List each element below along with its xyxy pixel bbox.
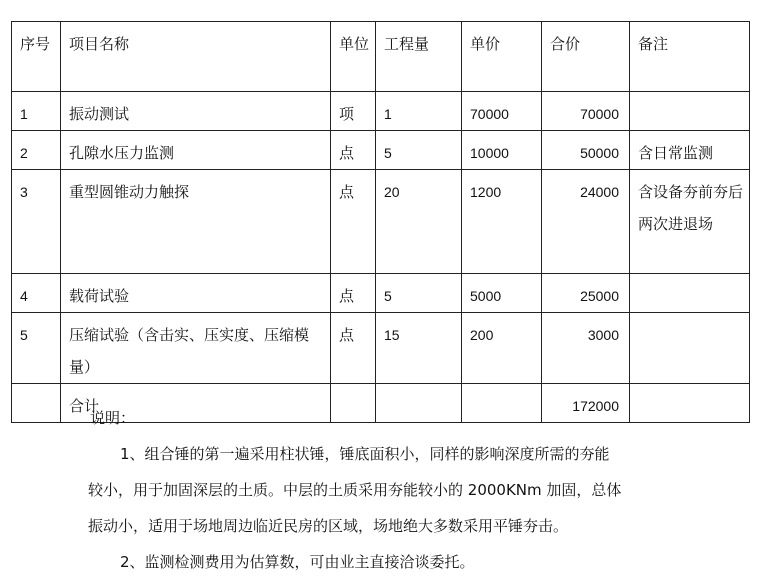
cell-remark: 含设备夯前夯后两次进退场	[630, 170, 750, 274]
header-name: 项目名称	[61, 22, 331, 92]
header-price: 单价	[462, 22, 542, 92]
cell-name: 孔隙水压力监测	[61, 131, 331, 170]
cell-qty: 5	[376, 274, 462, 313]
cell-remark	[630, 274, 750, 313]
cell-remark	[630, 313, 750, 384]
cell-seq: 2	[12, 131, 61, 170]
table-row	[12, 92, 750, 131]
table-row	[12, 313, 750, 384]
header-seq: 序号	[12, 22, 61, 92]
note-1-line-2: 较小，用于加固深层的土质。中层的土质采用夯能较小的 2000KNm 加固，总体	[88, 481, 622, 499]
cell-unit: 点	[331, 274, 376, 313]
cell-remark	[630, 92, 750, 131]
note-2: 2、监测检测费用为估算数，可由业主直接洽谈委托。	[120, 553, 475, 571]
cell-total: 50000	[542, 131, 630, 170]
cell-total: 3000	[542, 313, 630, 384]
sum-total: 172000	[542, 384, 630, 423]
table-row	[12, 274, 750, 313]
cell-seq: 3	[12, 170, 61, 274]
cell-name: 载荷试验	[61, 274, 331, 313]
cell-price: 1200	[462, 170, 542, 274]
header-qty: 工程量	[376, 22, 462, 92]
table-header-row	[12, 22, 750, 92]
cell-unit: 点	[331, 313, 376, 384]
cell-name: 压缩试验（含击实、压实度、压缩模量）	[61, 313, 331, 384]
cell-price: 10000	[462, 131, 542, 170]
cell-price: 5000	[462, 274, 542, 313]
cell-total: 24000	[542, 170, 630, 274]
cost-table	[11, 21, 750, 423]
notes-title: 说明：	[90, 409, 136, 427]
cell-price: 200	[462, 313, 542, 384]
header-unit: 单位	[331, 22, 376, 92]
cell-seq: 5	[12, 313, 61, 384]
header-remark: 备注	[630, 22, 750, 92]
cell-qty: 15	[376, 313, 462, 384]
note-1-line-1: 1、组合锤的第一遍采用柱状锤，锤底面积小，同样的影响深度所需的夯能	[120, 445, 610, 463]
cell-remark: 含日常监测	[630, 131, 750, 170]
cell-price: 70000	[462, 92, 542, 131]
cell-unit: 点	[331, 170, 376, 274]
cell-name: 重型圆锥动力触探	[61, 170, 331, 274]
cell-seq: 1	[12, 92, 61, 131]
cell-qty: 5	[376, 131, 462, 170]
note-1-line-3: 振动小，适用于场地周边临近民房的区域，场地绝大多数采用平锤夯击。	[88, 517, 569, 535]
table-row	[12, 131, 750, 170]
cell-qty: 20	[376, 170, 462, 274]
cell-unit: 项	[331, 92, 376, 131]
cell-unit: 点	[331, 131, 376, 170]
cell-seq: 4	[12, 274, 61, 313]
table-row	[12, 170, 750, 274]
notes-section	[0, 400, 760, 580]
cell-name: 振动测试	[61, 92, 331, 131]
cell-total: 25000	[542, 274, 630, 313]
cell-total: 70000	[542, 92, 630, 131]
sum-label: 合计	[61, 384, 331, 423]
cell-qty: 1	[376, 92, 462, 131]
header-total: 合价	[542, 22, 630, 92]
